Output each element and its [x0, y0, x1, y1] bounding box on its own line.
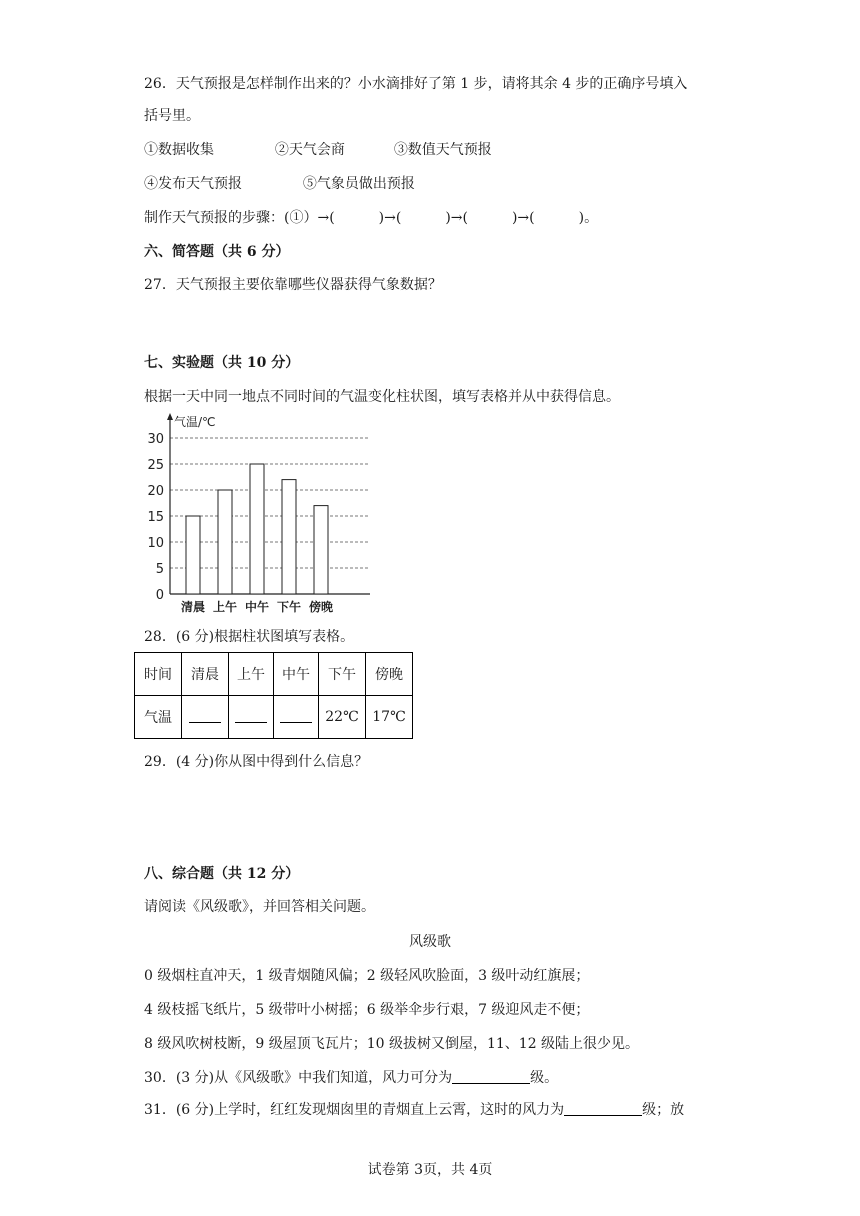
q28: 28．(6 分)根据柱状图填写表格。 — [144, 629, 355, 645]
answer-blank[interactable] — [189, 708, 221, 723]
table-cell: 中午 — [274, 653, 319, 696]
y-tick-label: 10 — [147, 536, 164, 551]
q30-end: 级。 — [530, 1070, 559, 1086]
q30-text: 30．(3 分)从《风级歌》中我们知道，风力可分为 — [144, 1070, 453, 1086]
section-8-heading: 八、综合题（共 12 分） — [144, 866, 300, 882]
q31 — [144, 1100, 684, 1120]
section-6-heading: 六、简答题（共 6 分） — [144, 244, 290, 260]
table-cell: 傍晚 — [366, 653, 413, 696]
steps-end: )。 — [578, 210, 599, 226]
q26-line2: 括号里。 — [144, 108, 200, 124]
y-tick-label: 20 — [147, 484, 164, 499]
steps-arrow-2: )→( — [445, 210, 468, 226]
table-cell: 清晨 — [182, 653, 229, 696]
table-cell: 上午 — [229, 653, 274, 696]
temperature-bar-chart — [140, 412, 380, 616]
poem-line-3: 8 级风吹树枝断，9 级屋顶飞瓦片；10 级拔树又倒屋，11、12 级陆上很少见。 — [144, 1036, 640, 1052]
steps-prefix: 制作天气预报的步骤：(①）→( — [144, 210, 335, 226]
bar-1 — [218, 490, 232, 594]
poem-title: 风级歌 — [409, 934, 451, 950]
blank-cell-early-morning — [182, 696, 229, 739]
option-1: ①数据收集 — [144, 142, 214, 158]
section-8-intro: 请阅读《风级歌》，并回答相关问题。 — [144, 899, 375, 915]
q30 — [144, 1068, 558, 1088]
y-tick-label: 15 — [147, 510, 164, 525]
q26-options-row2 — [144, 174, 415, 194]
option-2: ②天气会商 — [274, 142, 345, 158]
y-tick-label: 25 — [147, 458, 164, 473]
bar-3 — [282, 480, 296, 594]
poem-line-1: 0 级烟柱直冲天，1 级青烟随风偏；2 级轻风吹脸面，3 级叶动红旗展； — [144, 968, 590, 984]
option-3: ③数值天气预报 — [393, 142, 492, 158]
y-axis-arrow-icon — [167, 413, 173, 420]
answer-blank[interactable] — [452, 1069, 530, 1084]
bar-2 — [250, 464, 264, 594]
section-7-heading: 七、实验题（共 10 分） — [144, 355, 300, 371]
y-tick-label: 0 — [155, 588, 164, 603]
y-tick-label: 30 — [147, 432, 164, 447]
x-tick-label: 清晨 — [180, 600, 206, 614]
bar-0 — [186, 516, 200, 594]
x-tick-label: 中午 — [244, 600, 270, 614]
y-axis-label: 气温/℃ — [174, 415, 216, 429]
q26-line1: 26．天气预报是怎样制作出来的？小水滴排好了第 1 步，请将其余 4 步的正确序号填入 — [144, 76, 688, 92]
option-4: ④发布天气预报 — [144, 176, 242, 192]
table-cell: 17℃ — [366, 696, 413, 739]
section-7-intro: 根据一天中同一地点不同时间的气温变化柱状图，填写表格并从中获得信息。 — [144, 389, 620, 405]
answer-blank[interactable] — [235, 708, 267, 723]
q29: 29．(4 分)你从图中得到什么信息？ — [144, 754, 369, 770]
q27: 27．天气预报主要依靠哪些仪器获得气象数据？ — [144, 277, 442, 293]
blank-cell-noon — [274, 696, 319, 739]
q31-text: 31．(6 分)上学时，红红发现烟囱里的青烟直上云霄，这时的风力为 — [144, 1102, 565, 1118]
steps-arrow-3: )→( — [511, 210, 535, 226]
x-tick-label: 上午 — [212, 600, 238, 614]
table-row-temperature — [135, 696, 413, 739]
x-tick-label: 傍晚 — [308, 600, 334, 614]
bar-4 — [314, 506, 328, 594]
table-cell: 时间 — [135, 653, 182, 696]
poem-line-2: 4 级枝摇飞纸片，5 级带叶小树摇；6 级举伞步行艰，7 级迎风走不便； — [144, 1002, 590, 1018]
table-cell: 22℃ — [319, 696, 366, 739]
x-tick-label: 下午 — [276, 600, 302, 614]
blank-cell-morning — [229, 696, 274, 739]
table-cell: 下午 — [319, 653, 366, 696]
option-5: ⑤气象员做出预报 — [302, 176, 415, 192]
answer-blank[interactable] — [564, 1101, 642, 1116]
answer-blank[interactable] — [280, 708, 312, 723]
steps-arrow-1: )→( — [378, 210, 402, 226]
q26-steps — [144, 208, 598, 228]
temperature-table — [134, 652, 413, 739]
page-footer: 试卷第 3页，共 4页 — [367, 1162, 493, 1178]
y-tick-label: 5 — [155, 562, 164, 577]
q31-end: 级；放 — [642, 1102, 685, 1118]
table-cell: 气温 — [135, 696, 182, 739]
table-row-time — [135, 653, 413, 696]
q26-options-row1 — [144, 140, 492, 160]
